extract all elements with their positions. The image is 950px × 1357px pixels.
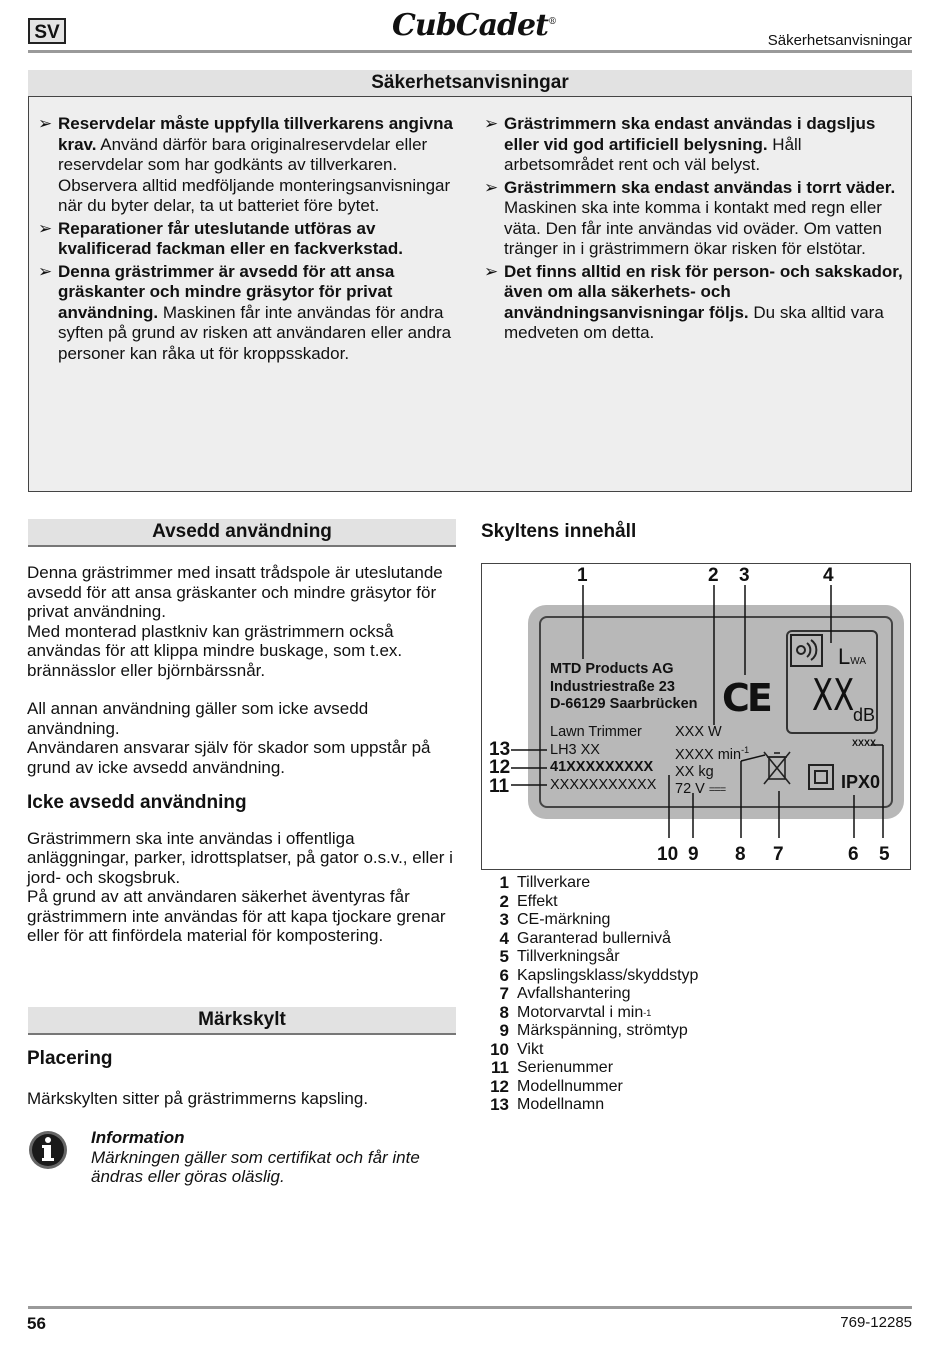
safety-title: Säkerhetsanvisningar (28, 70, 912, 98)
callout-1: 1 (577, 565, 588, 586)
legend-row (481, 1059, 698, 1078)
language-badge: SV (28, 18, 66, 44)
callout-10: 10 (657, 844, 679, 865)
legend-number: 6 (499, 965, 509, 985)
plate-speed-exponent: -1 (741, 744, 750, 755)
plate-voltage: 72 V (675, 781, 705, 798)
legend-row (481, 1078, 698, 1097)
legend-number: 10 (490, 1039, 509, 1059)
safety-item (480, 114, 906, 176)
legend-text: Effekt (517, 892, 558, 910)
not-intended-heading: Icke avsedd användning (27, 792, 247, 813)
legend-text: Modellnamn (517, 1096, 605, 1113)
information-title: Information (91, 1128, 185, 1147)
legend-text: Tillverkare (517, 874, 591, 891)
intended-use-title: Avsedd användning (28, 519, 456, 547)
plate-product-name: Lawn Trimmer (550, 724, 642, 740)
plate-speed: XXXX min (675, 746, 742, 763)
safety-item (480, 178, 906, 260)
sound-level-unit: dB (853, 705, 876, 725)
legend-number: 11 (491, 1058, 509, 1077)
safety-item (34, 219, 456, 260)
legend-number: 5 (499, 947, 509, 966)
legend-text: Vikt (517, 1040, 544, 1058)
legend-text: Motorvarvtal i min (517, 1003, 644, 1021)
plate-street: Industriestraße 23 (550, 678, 675, 695)
legend-number: 1 (499, 873, 509, 892)
information-icon (28, 1130, 68, 1170)
bullet-arrow-icon: ➢ (484, 177, 499, 197)
brand-logo (374, 2, 574, 42)
legend-text: Tillverkningsår (517, 948, 620, 965)
bullet-arrow-icon: ➢ (484, 114, 499, 133)
callout-7: 7 (773, 844, 784, 865)
rating-label-title: Märkskylt (28, 1007, 456, 1035)
legend-row (481, 911, 698, 930)
safety-item-emphasis: Det finns alltid en risk för person- och sakskador, även om alla säkerhets- och användningsanvisningar följs. (504, 261, 903, 322)
safety-item-text: Maskinen ska inte komma i kontakt med regn eller väta. Den får inte användas vid oväder. Om vatten tränger in i grästrimmern ökar risken för elstötar. (504, 198, 882, 258)
bullet-arrow-icon: ➢ (484, 261, 499, 281)
callout-5: 5 (879, 844, 890, 865)
intended-use-text (27, 563, 459, 946)
callout-9: 9 (688, 844, 699, 865)
lwa-subscript: WA (850, 656, 866, 667)
safety-left-column (34, 114, 456, 366)
document-number: 769-12285 (840, 1314, 912, 1331)
legend-row (481, 893, 698, 912)
bullet-arrow-icon: ➢ (38, 261, 53, 281)
safety-item-text: Håll arbetsområdet rent och väl belyst. (504, 134, 802, 174)
legend-number: 13 (490, 1095, 509, 1114)
plate-year: XXXX (852, 738, 877, 748)
not-intended-p2: På grund av att användaren säkerhet äventyras får grästrimmern inte användas för att kapa tjockare grenar eller för att finfördela material för kompostering. (27, 887, 446, 945)
header-rule (28, 50, 912, 53)
legend-row (481, 948, 698, 967)
placement-heading: Placering (27, 1048, 113, 1069)
safety-item-emphasis: Reparationer får uteslutande utföras av kvalificerad fackman eller en fackverkstad. (58, 218, 403, 258)
callout-leader-lines (481, 563, 911, 870)
safety-right-column (480, 114, 906, 346)
plate-content-heading: Skyltens innehåll (481, 521, 637, 542)
callout-8: 8 (735, 844, 746, 865)
plate-ip-rating: IPX0 (841, 772, 881, 792)
plate-company: MTD Products AG (550, 661, 674, 677)
legend-number: 3 (499, 910, 509, 929)
intended-use-p2: Med monterad plastkniv kan grästrimmern också användas för att klippa mindre buskage, som t.ex. brännässlor eller björnbärssnår. (27, 621, 403, 680)
logo-registered-mark: ® (547, 17, 556, 27)
plate-weight: XX kg (675, 763, 714, 780)
callout-2: 2 (708, 565, 719, 586)
legend-row (481, 874, 698, 893)
safety-item-emphasis: Denna grästrimmer är avsedd för att ansa gräskanter och mindre gräsytor för privat användning. (58, 261, 395, 322)
intended-use-p4: Användaren ansvarar själv för skador som uppstår på grund av icke avsedd användning. (27, 738, 431, 777)
legend-text: CE-märkning (517, 911, 611, 928)
legend-text: Modellnummer (517, 1077, 623, 1095)
bullet-arrow-icon: ➢ (38, 218, 53, 238)
callout-12: 12 (489, 757, 511, 778)
page-number: 56 (27, 1314, 46, 1333)
dc-current-icon: === (708, 784, 726, 797)
safety-item-text: Maskinen får inte användas för andra syften på grund av risken att användaren eller andra personer kan råka ut för kroppsskador. (58, 302, 452, 363)
legend-number: 12 (490, 1076, 509, 1096)
plate-model-number: 41XXXXXXXXX (550, 759, 654, 775)
safety-item-emphasis: Reservdelar måste uppfylla tillverkarens angivna krav. (58, 114, 453, 154)
callout-6: 6 (848, 844, 859, 865)
callout-11: 11 (489, 776, 510, 797)
plate-city: D-66129 Saarbrücken (550, 696, 698, 712)
legend-text: Märkspänning, strömtyp (517, 1022, 688, 1039)
header-section-title: Säkerhetsanvisningar (767, 32, 912, 49)
sound-level-value: XX (812, 670, 855, 721)
safety-item (34, 262, 456, 365)
legend-row (481, 1096, 698, 1115)
legend-row (481, 1022, 698, 1041)
footer-rule (28, 1306, 912, 1309)
legend-text: Garanterad bullernivå (517, 929, 671, 947)
legend-number: 7 (499, 984, 509, 1003)
safety-item (480, 262, 906, 344)
legend-text: Serienummer (517, 1059, 614, 1076)
legend-row (481, 1041, 698, 1060)
lwa-letter: L (838, 644, 851, 669)
ce-mark-icon: CE (722, 676, 770, 720)
safety-item-text: Använd därför bara originalreservdelar eller reservdelar som har godkänts av tillverkaren. Observera alltid medföljande monteringsanvisningar när du byter delar, ta ut batteriet före bytet. (58, 134, 451, 215)
legend-number: 4 (499, 928, 509, 948)
callout-4: 4 (823, 565, 834, 586)
legend-row (481, 930, 698, 949)
information-text: Märkningen gäller som certifikat och får inte ändras eller göras oläslig. (91, 1147, 420, 1186)
legend-number: 9 (499, 1021, 509, 1040)
plate-serial: XXXXXXXXXXX (550, 776, 657, 793)
safety-item-emphasis: Grästrimmern ska endast användas i torrt väder. (504, 177, 896, 197)
legend-row (481, 985, 698, 1004)
legend-row (481, 1004, 698, 1023)
legend-number: 8 (499, 1002, 509, 1022)
not-intended-p1: Grästrimmern ska inte användas i offentliga anläggningar, parker, idrottsplatser, på gator o.s.v., eller i jord- och skogsbruk. (27, 828, 453, 887)
legend-superscript: -1 (643, 1007, 652, 1018)
legend-text: Avfallshantering (517, 985, 631, 1002)
plate-legend (481, 874, 698, 1115)
bullet-arrow-icon: ➢ (38, 114, 53, 133)
safety-item-emphasis: Grästrimmern ska endast användas i dagsljus eller vid god artificiell belysning. (504, 114, 876, 154)
intended-use-p3: All annan användning gäller som icke avsedd användning. (27, 699, 369, 738)
logo-text: CubCadet (392, 8, 548, 43)
plate-power: XXX W (675, 724, 722, 740)
intended-use-p1: Denna grästrimmer med insatt trådspole är uteslutande avsedd för att ansa gräskanter och mindre gräsytor för privat användning. (27, 563, 443, 621)
legend-row (481, 967, 698, 986)
callout-13: 13 (489, 739, 511, 760)
legend-number: 2 (499, 891, 509, 911)
legend-text: Kapslingsklass/skyddstyp (517, 966, 699, 984)
safety-item-text: Du ska alltid vara medveten om detta. (504, 302, 884, 342)
plate-model: LH3 XX (550, 741, 600, 758)
information-note (91, 1128, 461, 1187)
callout-3: 3 (739, 565, 750, 586)
safety-item (34, 114, 456, 217)
placement-text: Märkskylten sitter på grästrimmerns kapsling. (27, 1089, 369, 1108)
